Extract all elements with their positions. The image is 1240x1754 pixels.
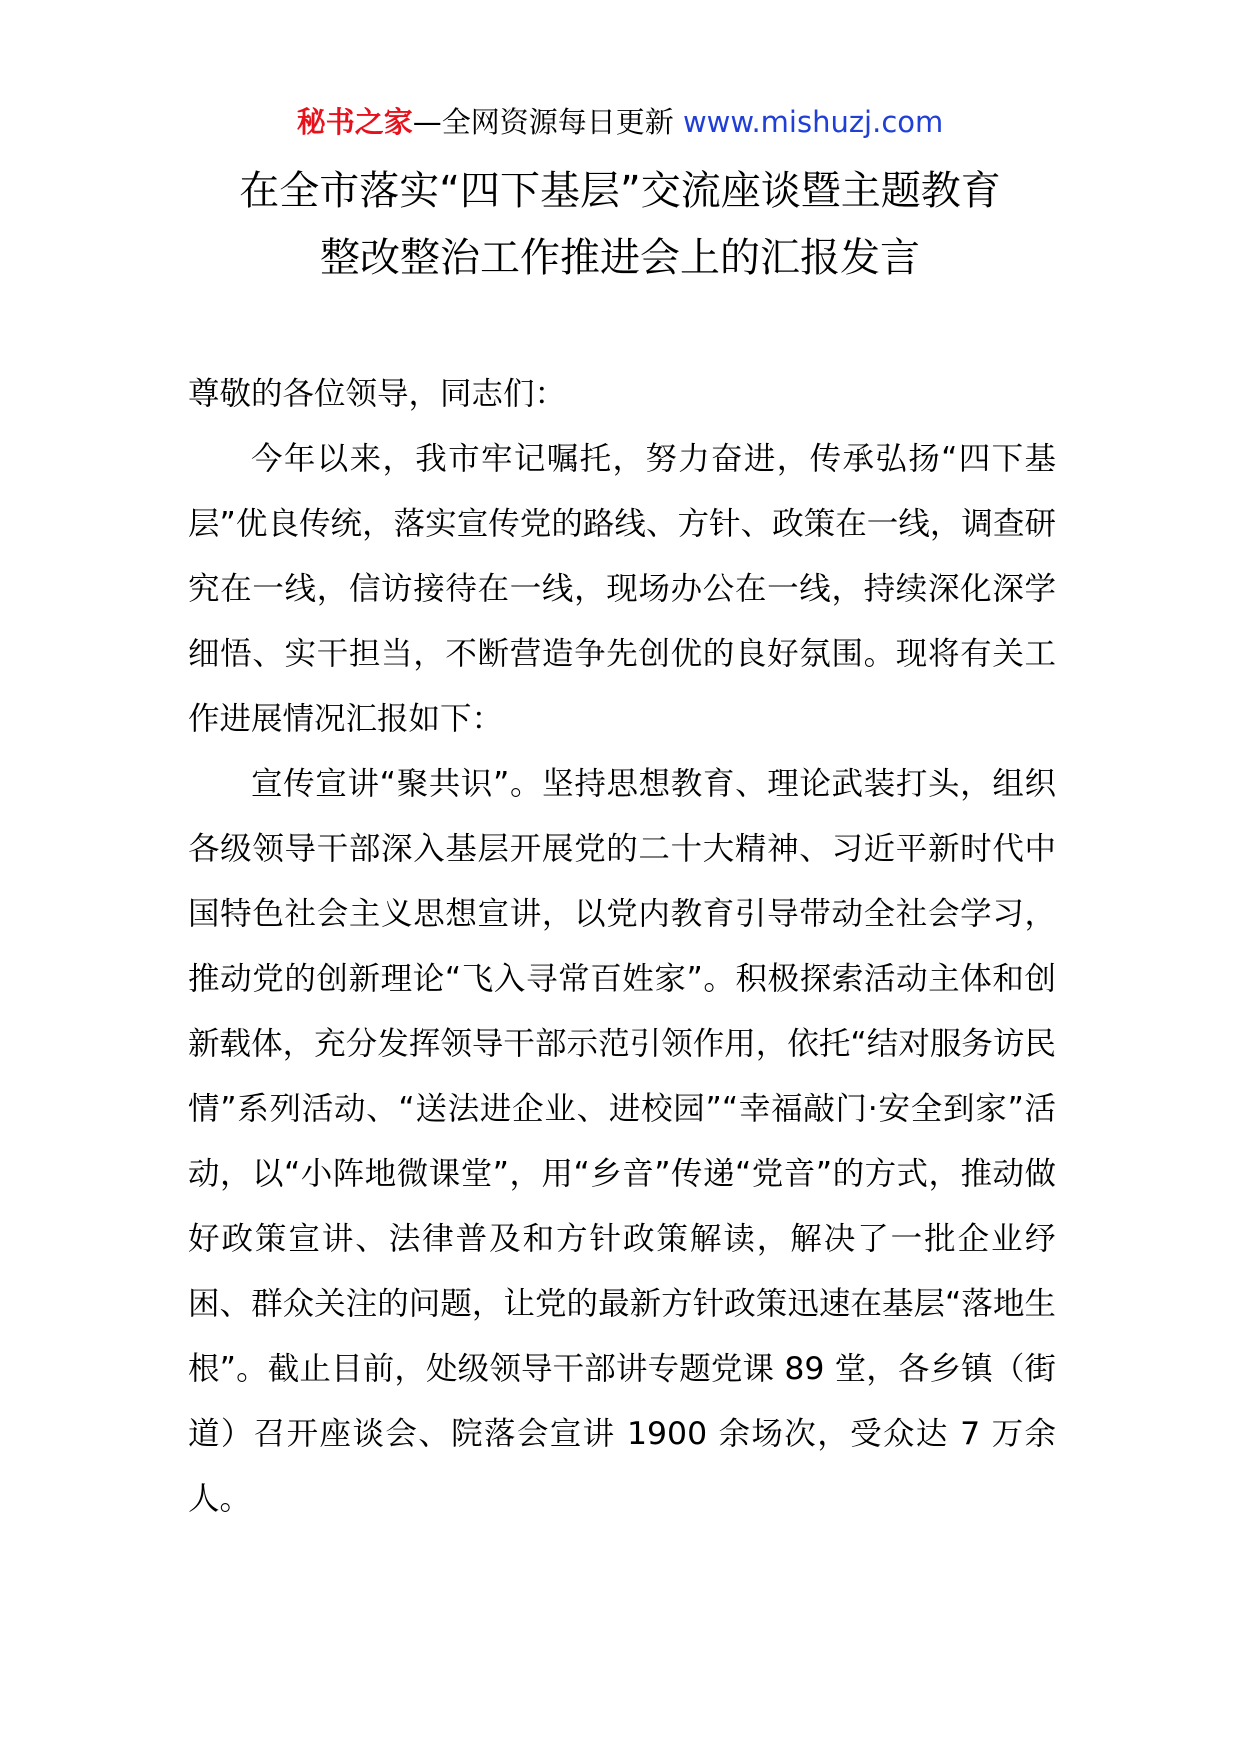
paragraph-publicity: 宣传宣讲“聚共识”。坚持思想教育、理论武装打头，组织各级领导干部深入基层开展党的二十大精神、习近平新时代中国特色社会主义思想宣讲，以党内教育引导带动全社会学习，推动党的创新理论“飞入寻常百姓家”。积极探索活动主体和创新载体，充分发挥领导干部示范引领作用，依托“结对服务访民情”系列活动、“送法进企业、进校园”“幸福敲门·安全到家”活动，以“小阵地微课堂”，用“乡音”传递“党音”的方式，推动做好政策宣讲、法律普及和方针政策解读，解决了一批企业纾困、群众关注的问题，让党的最新方针政策迅速在基层“落地生根”。截止目前，处级领导干部讲专题党课 89 堂，各乡镇（街道）召开座谈会、院落会宣讲 1900 余场次，受众达 7 万余人。	[188, 766, 1056, 1517]
brand-name: 秘书之家	[296, 105, 413, 139]
header-tagline: —全网资源每日更新	[412, 105, 683, 139]
site-header	[0, 102, 1240, 142]
document-title-line-2: 整改整治工作推进会上的汇报发言	[320, 235, 920, 281]
paragraph-intro: 今年以来，我市牢记嘱托，努力奋进，传承弘扬“四下基层”优良传统，落实宣传党的路线、方针、政策在一线，调查研究在一线，信访接待在一线，现场办公在一线，持续深化深学细悟、实干担当，不断营造争先创优的良好氛围。现将有关工作进展情况汇报如下：	[188, 441, 1056, 737]
document-title-line-1: 在全市落实“四下基层”交流座谈暨主题教育	[239, 168, 1001, 214]
document-body	[188, 362, 1056, 1532]
site-url-link[interactable]: www.mishuzj.com	[682, 105, 944, 139]
salutation: 尊敬的各位领导，同志们：	[188, 376, 567, 412]
